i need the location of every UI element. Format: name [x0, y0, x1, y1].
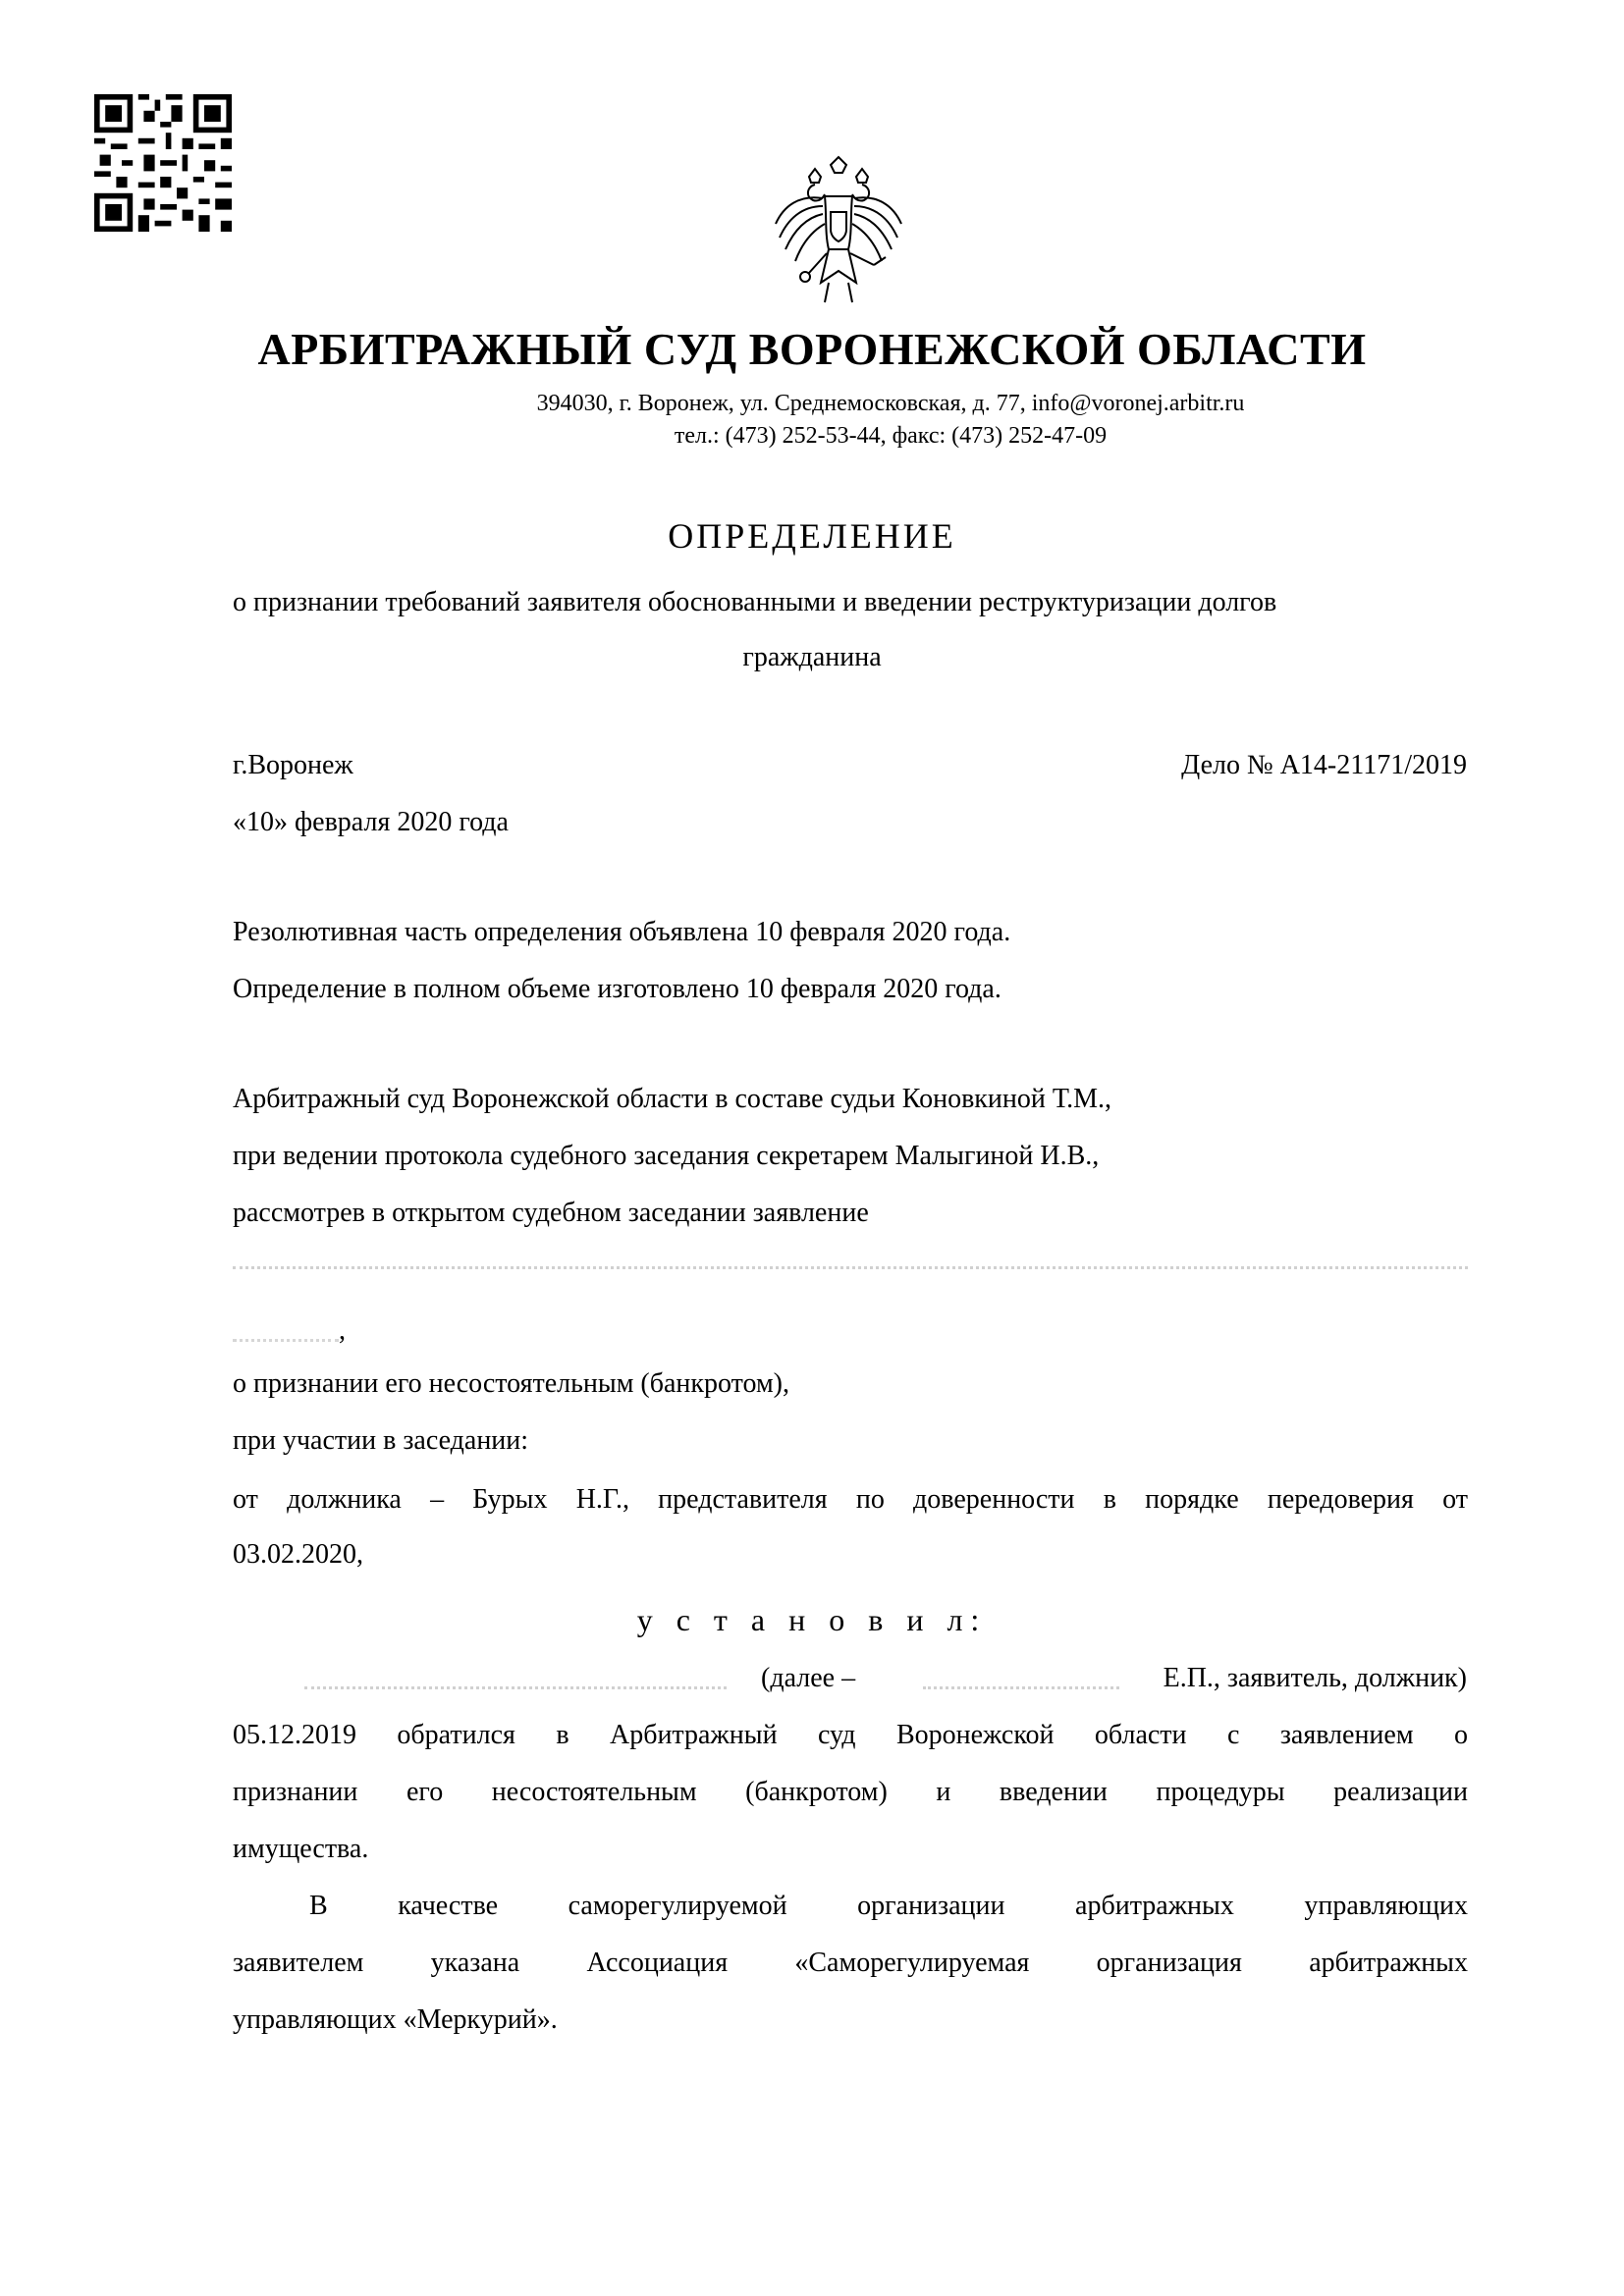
full-text-line: Определение в полном объеме изготовлено 10 февраля 2020 года.: [233, 974, 1001, 1004]
redacted-line: [233, 1253, 1468, 1269]
document-subtitle-line-2: гражданина: [742, 642, 882, 672]
redacted-name-2: [923, 1673, 1119, 1689]
city: г.Воронеж: [233, 750, 353, 780]
document-subtitle-line-1: о признании требований заявителя обоснованными и введении реструктуризации долгов: [233, 587, 1277, 617]
composition-line-2: при ведении протокола судебного заседания секретарем Малыгиной И.В.,: [233, 1141, 1100, 1171]
court-phones: тел.: (473) 252-53-44, факс: (473) 252-47-09: [674, 423, 1108, 449]
composition-line-3: рассмотрев в открытом судебном заседании заявление: [233, 1198, 869, 1228]
court-address: 394030, г. Воронеж, ул. Среднемосковская, д. 77, info@voronej.arbitr.ru: [536, 391, 1245, 416]
composition-line-6: при участии в заседании:: [233, 1425, 529, 1456]
document-title: ОПРЕДЕЛЕНИЕ: [668, 516, 956, 556]
russian-coat-of-arms-icon: [770, 155, 907, 312]
composition-line-8: 03.02.2020,: [233, 1539, 363, 1570]
paragraph-2-line-3: управляющих «Меркурий».: [233, 2004, 558, 2035]
qr-code-icon: [94, 94, 232, 232]
case-number: Дело № А14-21171/2019: [1181, 750, 1467, 780]
redacted-name-1: [304, 1673, 727, 1689]
paragraph-2-line-1: В качестве саморегулируемой организации арбитражных управляющих: [309, 1891, 1468, 1921]
composition-line-1: Арбитражный суд Воронежской области в составе судьи Коновкиной Т.М.,: [233, 1084, 1112, 1114]
paragraph-2-line-2: заявителем указана Ассоциация «Саморегулируемая организация арбитражных: [233, 1948, 1468, 1978]
established-line-4: имущества.: [233, 1834, 369, 1864]
established-heading: у с т а н о в и л:: [636, 1602, 988, 1637]
established-line-3: признании его несостоятельным (банкротом) и введении процедуры реализации: [233, 1777, 1468, 1807]
court-name: АРБИТРАЖНЫЙ СУД ВОРОНЕЖСКОЙ ОБЛАСТИ: [257, 324, 1367, 374]
established-fragment-b: Е.П., заявитель, должник): [1163, 1663, 1467, 1693]
established-line-2: 05.12.2019 обратился в Арбитражный суд Воронежской области с заявлением о: [233, 1720, 1468, 1750]
established-fragment-a: (далее –: [761, 1663, 856, 1693]
redacted-fragment: [233, 1321, 339, 1342]
composition-line-5: о признании его несостоятельным (банкротом),: [233, 1368, 789, 1399]
document-date: «10» февраля 2020 года: [233, 807, 509, 837]
composition-line-7: от должника – Бурых Н.Г., представителя по доверенности в порядке передоверия от: [233, 1484, 1468, 1515]
operative-part-line: Резолютивная часть определения объявлена 10 февраля 2020 года.: [233, 917, 1011, 947]
redacted-tail: ,: [339, 1315, 346, 1346]
